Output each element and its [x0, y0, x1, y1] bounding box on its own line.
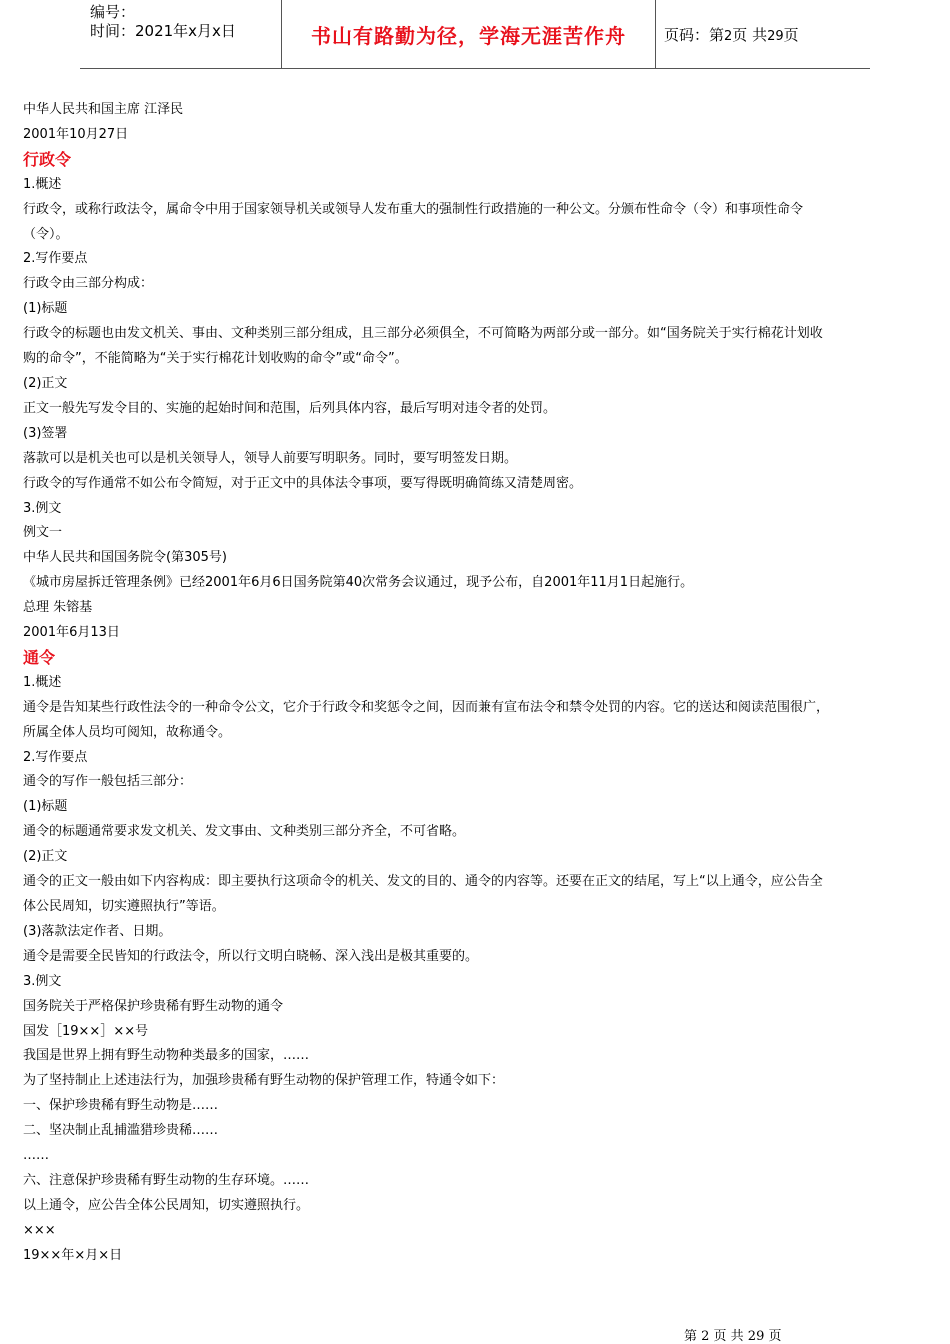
text-line: 国务院关于严格保护珍贵稀有野生动物的通令 [23, 998, 284, 1014]
header-left-cell [80, 0, 282, 68]
text-line: (1)标题 [23, 799, 68, 815]
page-number-info [664, 24, 799, 45]
text-line: 通令的标题通常要求发文机关、发文事由、文种类别三部分齐全，不可省略。 [23, 824, 466, 840]
text-line: 行政令的写作通常不如公布令简短，对于正文中的具体法令事项，要写得既明确简练又清楚周密。 [23, 475, 583, 491]
text-line: 中华人民共和国主席 江泽民 [23, 102, 184, 117]
text-line: 落款可以是机关也可以是机关领导人，领导人前要写明职务。同时，要写明签发日期。 [23, 450, 518, 466]
text-line: (3)签署 [23, 425, 68, 441]
text-line: 二、坚决制止乱捕滥猎珍贵稀…… [23, 1123, 219, 1139]
header-motto-cell [282, 0, 656, 68]
page-total: 29 [767, 28, 784, 44]
text-line: …… [23, 1148, 49, 1164]
text-line: 总理 朱镕基 [23, 600, 93, 616]
text-line: 国发［19××］××号 [23, 1023, 149, 1039]
text-line: 2.写作要点 [23, 251, 88, 267]
text-line: 六、注意保护珍贵稀有野生动物的生存环境。…… [23, 1172, 310, 1188]
text-line: (2)正文 [23, 375, 68, 391]
text-line: 行政令的标题也由发文机关、事由、文种类别三部分组成，且三部分必须俱全，不可简略为两部分或一部分。如“国务院关于实行棉花计划收 [23, 326, 823, 342]
text-line: 2001年6月13日 [23, 625, 120, 641]
text-line: 3.例文 [23, 973, 62, 989]
section-heading: 行政令 [23, 149, 72, 169]
page-footer: 第 2 页 共 29 页 [684, 1329, 782, 1344]
page-prefix: 页码：第 [664, 25, 725, 44]
text-line: 2001年10月27日 [23, 126, 129, 142]
text-line: 19××年×月×日 [23, 1247, 123, 1263]
page-mid: 页 共 [732, 25, 768, 44]
header-page-cell [656, 0, 870, 68]
text-line: 《城市房屋拆迁管理条例》已经2001年6月6日国务院第40次常务会议通过，现予公布，自2001年11月1日起施行。 [23, 575, 694, 591]
text-line: 2.写作要点 [23, 749, 88, 765]
text-line: 1.概述 [23, 176, 62, 192]
text-line: 通令是告知某些行政性法令的一种命令公文，它介于行政令和奖惩令之间，因而兼有宣布法令和禁令处罚的内容。它的送达和阅读范围很广， [23, 699, 830, 715]
text-line: 所属全体人员均可阅知，故称通令。 [23, 724, 232, 740]
text-line: 通令的正文一般由如下内容构成：即主要执行这项命令的机关、发文的目的、通令的内容等。还要在正文的结尾，写上“以上通令，应公告全 [23, 874, 823, 890]
time-label: 时间：2021年x月x日 [90, 22, 236, 40]
page-num: 2 [724, 28, 733, 44]
text-line: 为了坚持制止上述违法行为，加强珍贵稀有野生动物的保护管理工作，特通令如下： [23, 1073, 505, 1089]
text-line: 中华人民共和国国务院令(第305号) [23, 550, 227, 566]
text-line: 例文一 [23, 525, 63, 541]
text-line: 行政令，或称行政法令，属命令中用于国家领导机关或领导人发布重大的强制性行政措施的一种公文。分颁布性命令（令）和事项性命令 [23, 201, 804, 217]
text-line: 行政令由三部分构成： [23, 276, 154, 292]
document-body [23, 98, 923, 1269]
text-line: (1)标题 [23, 301, 68, 317]
text-line: 以上通令，应公告全体公民周知，切实遵照执行。 [23, 1197, 310, 1213]
text-line: 通令的写作一般包括三部分： [23, 774, 193, 790]
section-heading: 通令 [23, 647, 56, 667]
text-line: 通令是需要全民皆知的行政法令，所以行文明白晓畅、深入浅出是极其重要的。 [23, 948, 479, 964]
page-suffix: 页 [783, 25, 799, 44]
header-motto: 书山有路勤为径，学海无涯苦作舟 [311, 23, 626, 48]
text-line: （令）。 [23, 226, 69, 242]
serial-label: 编号： [90, 3, 136, 21]
text-line: 体公民周知，切实遵照执行”等语。 [23, 899, 225, 914]
text-line: 正文一般先写发令目的、实施的起始时间和范围，后列具体内容，最后写明对违令者的处罚。 [23, 400, 557, 416]
text-line: 1.概述 [23, 674, 62, 690]
text-line: (3)落款法定作者、日期。 [23, 923, 172, 939]
page-header [80, 0, 870, 69]
text-line: 我国是世界上拥有野生动物种类最多的国家，…… [23, 1048, 310, 1064]
text-line: ××× [23, 1222, 56, 1238]
text-line: 一、保护珍贵稀有野生动物是…… [23, 1098, 219, 1114]
text-line: 3.例文 [23, 500, 62, 516]
text-line: 购的命令”，不能简略为“关于实行棉花计划收购的命令”或“命令”。 [23, 351, 408, 367]
text-line: (2)正文 [23, 849, 68, 865]
